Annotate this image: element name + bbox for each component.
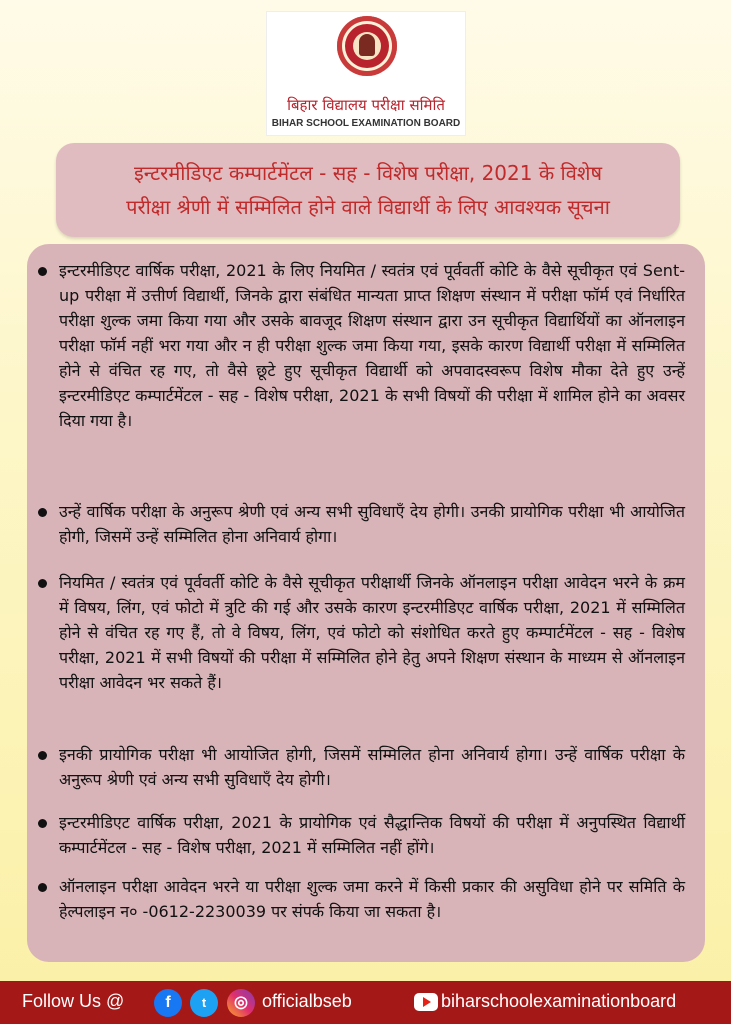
social-handle-link[interactable]: officialbseb (262, 991, 352, 1011)
bullet-icon (38, 579, 47, 588)
notice-panel (27, 244, 705, 962)
notice-item: इनकी प्रायोगिक परीक्षा भी आयोजित होगी, जिसमें सम्मिलित होना अनिवार्य होगा। उन्हें वार्षिक परीक्षा के अनुरूप श्रेणी एवं अन्य सभी सुविधाएँ देय होगी। (59, 742, 685, 792)
bullet-icon (38, 751, 47, 760)
notice-item: उन्हें वार्षिक परीक्षा के अनुरूप श्रेणी एवं अन्य सभी सुविधाएँ देय होगी। उनकी प्रायोगिक परीक्षा भी आयोजित होगी, जिसमें उन्हें सम्मिलित होना अनिवार्य होगा। (59, 499, 685, 549)
notice-item: इन्टरमीडिएट वार्षिक परीक्षा, 2021 के लिए नियमित / स्वतंत्र एवं पूर्ववर्ती कोटि के वैसे सूचीकृत एवं Sent-up परीक्षा में उत्तीर्ण विद्यार्थी, जिनके द्वारा संबंधित मान्यता प्राप्त शिक्षण संस्थान में परीक्षा फॉर्म एवं निर्धारित परीक्षा शुल्क जमा किया गया और उसके बावजूद शिक्षण संस्थान द्वारा उन सूचीकृत विद्यार्थियों का ऑनलाइन परीक्षा फॉर्म नहीं भरा गया और न ही परीक्षा शुल्क जमा किया गया, इसके कारण विद्यार्थी परीक्षा में सम्मिलित होने से वंचित रह गए, तो वैसे छूटे हुए सूचीकृत विद्यार्थी को अपवादस्वरूप विशेष मौका देते हुए उन्हें इन्टरमीडिएट कम्पार्टमेंटल - सह - विशेष परीक्षा, 2021 के सभी विषयों की परीक्षा में शामिल होने का अवसर दिया गया है। (59, 258, 685, 433)
notice-item: इन्टरमीडिएट वार्षिक परीक्षा, 2021 के प्रायोगिक एवं सैद्धान्तिक विषयों की परीक्षा में अनुपस्थित विद्यार्थी कम्पार्टमेंटल - सह - विशेष परीक्षा, 2021 में सम्मिलित नहीं होंगे। (59, 810, 685, 860)
bullet-icon (38, 508, 47, 517)
social-footer (0, 981, 731, 1024)
facebook-icon[interactable]: f (154, 989, 182, 1017)
org-name-hindi: बिहार विद्यालय परीक्षा समिति (287, 96, 445, 114)
bullet-icon (38, 267, 47, 276)
bullet-icon (38, 883, 47, 892)
youtube-channel-link[interactable]: biharschoolexaminationboard (441, 991, 677, 1011)
notice-title (56, 143, 680, 237)
twitter-icon[interactable]: t (190, 989, 218, 1017)
follow-us-label: Follow Us @ (22, 991, 125, 1011)
bullet-icon (38, 819, 47, 828)
notice-title-line-2: परीक्षा श्रेणी में सम्मिलित होने वाले विद्यार्थी के लिए आवश्यक सूचना (126, 195, 610, 219)
notice-item: ऑनलाइन परीक्षा आवेदन भरने या परीक्षा शुल्क जमा करने में किसी प्रकार की असुविधा होने पर समिति के हेल्पलाइन न० -0612-2230039 पर संपर्क किया जा सकता है। (59, 874, 685, 924)
org-name-english: BIHAR SCHOOL EXAMINATION BOARD (271, 118, 461, 129)
bseb-logo (266, 11, 466, 136)
youtube-icon[interactable] (414, 993, 438, 1011)
instagram-icon[interactable]: ◎ (227, 989, 255, 1017)
notice-item: नियमित / स्वतंत्र एवं पूर्ववर्ती कोटि के वैसे सूचीकृत परीक्षार्थी जिनके ऑनलाइन परीक्षा आवेदन भरने के क्रम में विषय, लिंग, एवं फोटो में त्रुटि की गई और उसके कारण इन्टरमीडिएट वार्षिक परीक्षा, 2021 में सम्मिलित होने से वंचित रह गए हैं, तो वे विषय, लिंग, एवं फोटो को संशोधित करते हुए कम्पार्टमेंटल - सह - विशेष परीक्षा, 2021 में सभी विषयों की परीक्षा में सम्मिलित होने हेतु अपने शिक्षण संस्थान के माध्यम से ऑनलाइन परीक्षा आवेदन भर सकते हैं। (59, 570, 685, 695)
bseb-seal-icon (337, 16, 397, 76)
notice-title-line-1: इन्टरमीडिएट कम्पार्टमेंटल - सह - विशेष परीक्षा, 2021 के विशेष (133, 161, 603, 185)
